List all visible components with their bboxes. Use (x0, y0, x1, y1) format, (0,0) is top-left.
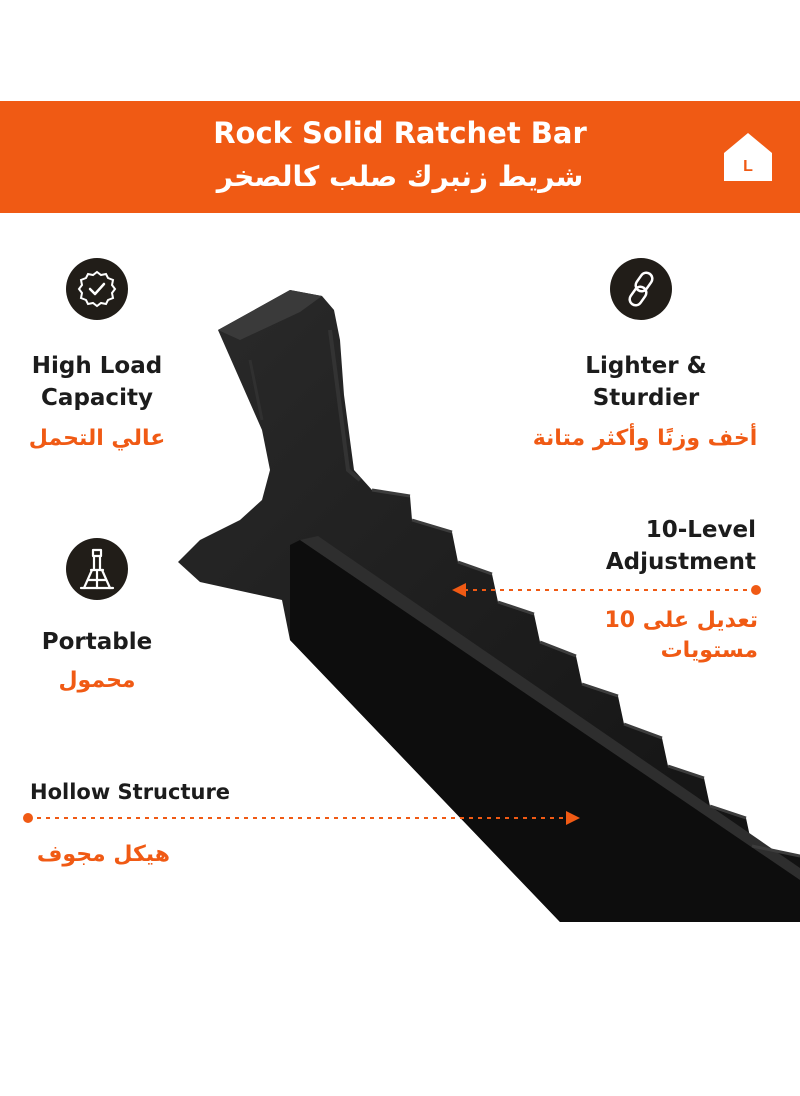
feature-hollow-arabic: هيكل مجوف (36, 842, 170, 867)
feature-adjust-title: 10-Level Adjustment (605, 517, 756, 575)
feature-hollow-title: Hollow Structure (30, 780, 231, 804)
feature-sturdy-arabic: أخف وزنًا وأكثر متانة (532, 426, 758, 451)
feature-load-arabic: عالي التحمل (28, 426, 166, 451)
logo-letter: L (743, 158, 753, 175)
page-title: Rock Solid Ratchet Bar (213, 116, 587, 150)
feature-adjust-arabic: تعديل على 10 مستويات (604, 608, 758, 663)
hollow-pointer (23, 811, 580, 825)
feature-portable-title: Portable (41, 629, 153, 655)
adjust-pointer (452, 583, 761, 597)
feature-sturdy-title: Lighter & Sturdier (585, 353, 707, 411)
feature-portable-arabic: محمول (58, 668, 136, 693)
feature-load-title: High Load Capacity (31, 353, 163, 411)
page-title-arabic: شريط زنبرك صلب كالصخر (216, 160, 584, 193)
